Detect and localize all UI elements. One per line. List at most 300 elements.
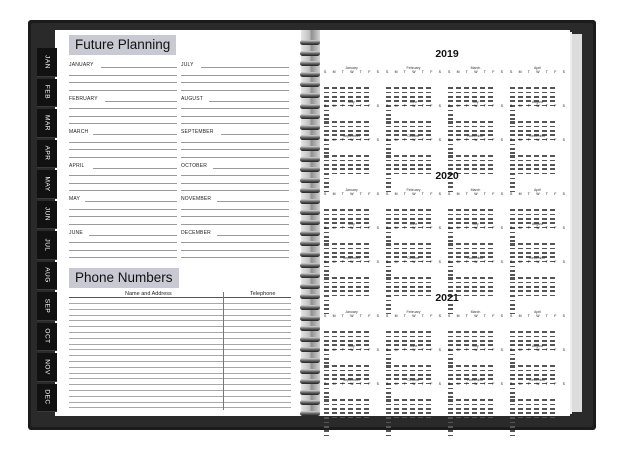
day-number <box>418 408 423 410</box>
weekday-header <box>510 138 565 142</box>
week-row <box>386 337 441 338</box>
month-calendar-march <box>448 188 503 224</box>
day-number <box>426 130 431 132</box>
planning-month-label: AUGUST <box>181 95 204 102</box>
week-row <box>386 266 441 267</box>
week-row <box>510 202 565 203</box>
month-tab-dec[interactable] <box>37 384 57 413</box>
day-number <box>510 374 515 376</box>
weekday-header <box>324 138 379 142</box>
month-calendar-label: November <box>467 378 484 382</box>
spiral-ring <box>300 358 320 363</box>
week-row <box>448 85 503 86</box>
week-row <box>448 76 503 77</box>
day-number <box>394 252 399 254</box>
day-number <box>488 164 493 166</box>
right-page <box>320 30 570 416</box>
day-number <box>426 412 431 414</box>
month-tab-apr[interactable] <box>37 140 57 169</box>
day-number <box>386 412 391 414</box>
weekday-letter: T <box>341 260 344 264</box>
week-row <box>324 198 379 199</box>
weekday-letter: T <box>359 192 362 196</box>
day-number <box>386 252 391 254</box>
month-calendar-november <box>448 378 503 414</box>
day-number <box>550 408 555 410</box>
weekday-letter: T <box>421 138 424 142</box>
week-row <box>386 329 441 330</box>
day-number <box>324 182 329 184</box>
weekday-letter: T <box>545 260 548 264</box>
planning-month-label: MAY <box>69 196 81 202</box>
weekday-letter: S <box>510 70 513 74</box>
month-tab-jan[interactable] <box>37 48 57 77</box>
weekday-header <box>324 192 379 196</box>
weekday-letter: S <box>510 226 513 230</box>
day-number <box>448 252 453 254</box>
month-tab-oct[interactable] <box>37 323 57 352</box>
day-number <box>410 173 415 175</box>
day-number <box>542 412 547 414</box>
write-line <box>69 157 177 158</box>
spiral-ring <box>300 199 320 204</box>
week-row <box>510 236 565 237</box>
day-number <box>534 417 539 419</box>
day-number <box>386 426 391 428</box>
day-number <box>324 417 329 419</box>
day-number <box>526 252 531 254</box>
day-number <box>324 130 329 132</box>
weekday-letter: W <box>474 138 478 142</box>
day-number <box>386 164 391 166</box>
weekday-letter: T <box>341 348 344 352</box>
weekday-letter: F <box>554 192 557 196</box>
spiral-ring <box>300 305 320 310</box>
weekday-letter: T <box>421 70 424 74</box>
day-number <box>526 290 531 292</box>
weekday-letter: F <box>492 348 495 352</box>
day-number <box>526 96 531 98</box>
month-calendar-october <box>386 134 441 170</box>
day-number <box>542 295 547 297</box>
week-row <box>448 93 503 94</box>
day-number <box>386 173 391 175</box>
week-row <box>386 114 441 115</box>
day-number <box>324 164 329 166</box>
write-line <box>181 75 289 76</box>
month-calendar-june <box>386 222 441 258</box>
day-number <box>386 286 391 288</box>
weekday-letter: T <box>483 226 486 230</box>
spiral-ring <box>300 82 320 87</box>
day-number <box>488 408 493 410</box>
month-tab-label: MAY <box>43 176 51 192</box>
week-row <box>386 80 441 81</box>
week-row <box>324 119 379 120</box>
day-number <box>410 286 415 288</box>
month-calendar-label: May <box>348 100 355 104</box>
weekday-letter: S <box>448 226 451 230</box>
day-number <box>464 374 469 376</box>
future-planning-title: Future Planning <box>69 35 176 55</box>
month-calendar-february <box>386 310 441 346</box>
day-number <box>364 417 369 419</box>
weekday-letter: T <box>483 192 486 196</box>
day-number <box>526 340 531 342</box>
weekday-letter: T <box>421 314 424 318</box>
weekday-letter: F <box>368 260 371 264</box>
week-row <box>324 93 379 94</box>
month-tab-label: JUN <box>43 207 51 222</box>
weekday-letter: W <box>474 382 478 386</box>
day-number <box>542 286 547 288</box>
weekday-letter: T <box>341 382 344 386</box>
day-number <box>386 408 391 410</box>
day-number <box>534 290 539 292</box>
weekday-letter: F <box>554 70 557 74</box>
week-row <box>448 397 503 398</box>
weekday-letter: W <box>536 260 540 264</box>
month-calendar-may <box>324 100 379 136</box>
spiral-ring <box>300 61 320 66</box>
week-row <box>448 371 503 372</box>
day-number <box>340 340 345 342</box>
week-row <box>448 211 503 212</box>
write-line <box>69 250 177 251</box>
weekday-letter: F <box>368 382 371 386</box>
week-row <box>510 392 565 393</box>
day-number <box>402 340 407 342</box>
day-number <box>418 252 423 254</box>
write-line <box>181 175 289 176</box>
weekday-letter: T <box>465 348 468 352</box>
day-number <box>488 130 493 132</box>
weekday-header <box>448 104 503 108</box>
day-number <box>324 218 329 220</box>
weekday-letter: S <box>500 226 503 230</box>
weekday-letter: F <box>430 314 433 318</box>
month-calendar-april <box>510 310 565 346</box>
weekday-letter: W <box>474 226 478 230</box>
week-row <box>448 329 503 330</box>
weekday-letter: F <box>368 138 371 142</box>
day-number <box>340 252 345 254</box>
weekday-letter: W <box>474 104 478 108</box>
day-number <box>356 130 361 132</box>
week-row <box>324 80 379 81</box>
day-number <box>340 412 345 414</box>
weekday-header <box>324 260 379 264</box>
day-number <box>534 168 539 170</box>
month-calendar-label: January <box>345 310 358 314</box>
week-row <box>510 337 565 338</box>
day-number <box>332 252 337 254</box>
week-row <box>448 367 503 368</box>
day-number <box>364 286 369 288</box>
day-number <box>356 295 361 297</box>
day-number <box>386 430 391 432</box>
day-number <box>402 218 407 220</box>
month-calendar-label: December <box>529 256 546 260</box>
weekday-letter: S <box>562 260 565 264</box>
weekday-letter: T <box>527 260 530 264</box>
weekday-letter: S <box>562 382 565 386</box>
day-number <box>426 417 431 419</box>
day-number <box>518 168 523 170</box>
weekday-letter: W <box>412 70 416 74</box>
week-row <box>510 123 565 124</box>
planning-month-july <box>181 62 291 92</box>
day-number <box>550 374 555 376</box>
spiral-ring <box>300 231 320 236</box>
month-calendar-label: April <box>533 66 541 70</box>
weekday-letter: T <box>403 260 406 264</box>
weekday-letter: M <box>332 260 336 264</box>
day-number <box>526 374 531 376</box>
weekday-letter: F <box>430 348 433 352</box>
week-row <box>324 157 379 158</box>
weekday-letter: W <box>412 348 416 352</box>
weekday-letter: W <box>474 192 478 196</box>
day-number <box>356 290 361 292</box>
week-row <box>510 110 565 111</box>
weekday-letter: F <box>554 104 557 108</box>
day-number <box>480 340 485 342</box>
day-number <box>348 173 353 175</box>
day-number <box>340 374 345 376</box>
weekday-letter: M <box>332 70 336 74</box>
month-calendar-february <box>386 188 441 224</box>
weekday-letter: W <box>412 226 416 230</box>
weekday-letter: W <box>474 314 478 318</box>
write-line <box>181 257 289 258</box>
week-row <box>324 388 379 389</box>
day-number <box>534 408 539 410</box>
day-number <box>456 164 461 166</box>
spiral-ring <box>300 51 320 56</box>
month-tab-jun[interactable] <box>37 201 57 230</box>
weekday-letter: M <box>332 226 336 230</box>
day-number <box>402 96 407 98</box>
day-number <box>464 96 469 98</box>
day-number <box>402 295 407 297</box>
weekday-letter: M <box>518 382 522 386</box>
week-row <box>510 397 565 398</box>
day-number <box>526 417 531 419</box>
weekday-letter: S <box>562 226 565 230</box>
weekday-letter: W <box>350 348 354 352</box>
day-number <box>534 218 539 220</box>
weekday-header <box>448 226 503 230</box>
week-row <box>510 153 565 154</box>
day-number <box>386 96 391 98</box>
day-number <box>464 130 469 132</box>
weekday-header <box>448 382 503 386</box>
month-calendar-label: April <box>533 188 541 192</box>
month-calendar-label: June <box>409 222 418 226</box>
day-number <box>410 408 415 410</box>
weekday-letter: M <box>394 382 398 386</box>
weekday-header <box>510 70 565 74</box>
spiral-ring <box>300 316 320 321</box>
month-calendar-label: September <box>342 256 361 260</box>
week-row <box>448 119 503 120</box>
spiral-ring <box>300 411 320 416</box>
day-number <box>332 340 337 342</box>
day-number <box>448 130 453 132</box>
month-tab-aug[interactable] <box>37 262 57 291</box>
day-number <box>426 286 431 288</box>
day-number <box>386 435 391 437</box>
weekday-letter: F <box>368 192 371 196</box>
weekday-letter: T <box>359 70 362 74</box>
month-calendar-january <box>324 188 379 224</box>
weekday-header <box>324 70 379 74</box>
weekday-letter: M <box>456 260 460 264</box>
month-tab-feb[interactable] <box>37 79 57 108</box>
day-number <box>456 374 461 376</box>
weekday-letter: W <box>350 104 354 108</box>
month-calendar-label: July <box>472 344 479 348</box>
day-number <box>402 374 407 376</box>
week-row <box>386 89 441 90</box>
weekday-letter: S <box>324 260 327 264</box>
day-number <box>510 218 515 220</box>
day-number <box>348 374 353 376</box>
weekday-letter: F <box>430 104 433 108</box>
day-number <box>488 295 493 297</box>
weekday-letter: S <box>324 104 327 108</box>
day-number <box>386 304 391 306</box>
day-number <box>464 340 469 342</box>
week-row <box>324 354 379 355</box>
day-number <box>526 130 531 132</box>
planning-month-september <box>181 129 291 159</box>
day-number <box>364 252 369 254</box>
day-number <box>324 340 329 342</box>
day-number <box>472 408 477 410</box>
week-row <box>510 148 565 149</box>
weekday-letter: T <box>403 70 406 74</box>
week-row <box>386 161 441 162</box>
weekday-letter: T <box>341 138 344 142</box>
telephone-header: Telephone <box>250 291 276 297</box>
weekday-letter: S <box>438 104 441 108</box>
day-number <box>480 290 485 292</box>
week-row <box>448 405 503 406</box>
month-calendar-july <box>448 344 503 380</box>
month-tab-mar[interactable] <box>37 109 57 138</box>
day-number <box>456 130 461 132</box>
week-row <box>448 198 503 199</box>
weekday-letter: S <box>324 192 327 196</box>
day-number <box>542 417 547 419</box>
week-row <box>386 241 441 242</box>
month-tab-label: DEC <box>43 389 51 405</box>
write-line <box>181 224 289 225</box>
month-tab-label: APR <box>43 145 51 161</box>
phone-row-line <box>69 378 291 379</box>
day-number <box>534 173 539 175</box>
day-number <box>510 430 515 432</box>
day-number <box>348 164 353 166</box>
day-number <box>542 408 547 410</box>
day-number <box>534 374 539 376</box>
planning-month-june <box>69 230 179 260</box>
day-number <box>394 218 399 220</box>
write-line <box>69 190 177 191</box>
planning-month-august <box>181 96 291 126</box>
day-number <box>426 164 431 166</box>
weekday-letter: T <box>341 104 344 108</box>
weekday-letter: S <box>386 226 389 230</box>
weekday-letter: S <box>386 104 389 108</box>
write-line <box>209 101 289 102</box>
month-calendar-label: December <box>529 378 546 382</box>
week-row <box>386 279 441 280</box>
day-number <box>324 430 329 432</box>
day-number <box>550 290 555 292</box>
weekday-letter: W <box>474 70 478 74</box>
month-tab-jul[interactable] <box>37 231 57 260</box>
week-row <box>448 337 503 338</box>
day-number <box>394 164 399 166</box>
week-row <box>386 401 441 402</box>
day-number <box>480 295 485 297</box>
weekday-letter: M <box>394 138 398 142</box>
weekday-letter: W <box>536 348 540 352</box>
day-number <box>480 252 485 254</box>
week-row <box>510 354 565 355</box>
weekday-letter: S <box>500 138 503 142</box>
weekday-letter: F <box>368 314 371 318</box>
month-tab-sep[interactable] <box>37 292 57 321</box>
weekday-letter: T <box>359 260 362 264</box>
day-number <box>534 412 539 414</box>
weekday-letter: S <box>562 348 565 352</box>
day-number <box>464 408 469 410</box>
day-number <box>542 374 547 376</box>
weekday-letter: T <box>403 138 406 142</box>
day-number <box>340 408 345 410</box>
week-row <box>448 241 503 242</box>
week-row <box>448 123 503 124</box>
spiral-ring <box>300 337 320 342</box>
week-row <box>510 161 565 162</box>
weekday-letter: T <box>403 382 406 386</box>
day-number <box>488 96 493 98</box>
weekday-letter: S <box>376 70 379 74</box>
planning-month-label: FEBRUARY <box>69 95 98 102</box>
weekday-letter: M <box>394 226 398 230</box>
month-tab-may[interactable] <box>37 170 57 199</box>
day-number <box>550 295 555 297</box>
week-row <box>386 148 441 149</box>
day-number <box>510 286 515 288</box>
day-number <box>480 168 485 170</box>
week-row <box>386 202 441 203</box>
week-row <box>510 388 565 389</box>
day-number <box>534 295 539 297</box>
week-row <box>510 358 565 359</box>
day-number <box>456 417 461 419</box>
week-row <box>324 215 379 216</box>
month-tab-nov[interactable] <box>37 353 57 382</box>
day-number <box>518 412 523 414</box>
weekday-letter: S <box>438 314 441 318</box>
week-row <box>324 236 379 237</box>
weekday-header <box>510 104 565 108</box>
